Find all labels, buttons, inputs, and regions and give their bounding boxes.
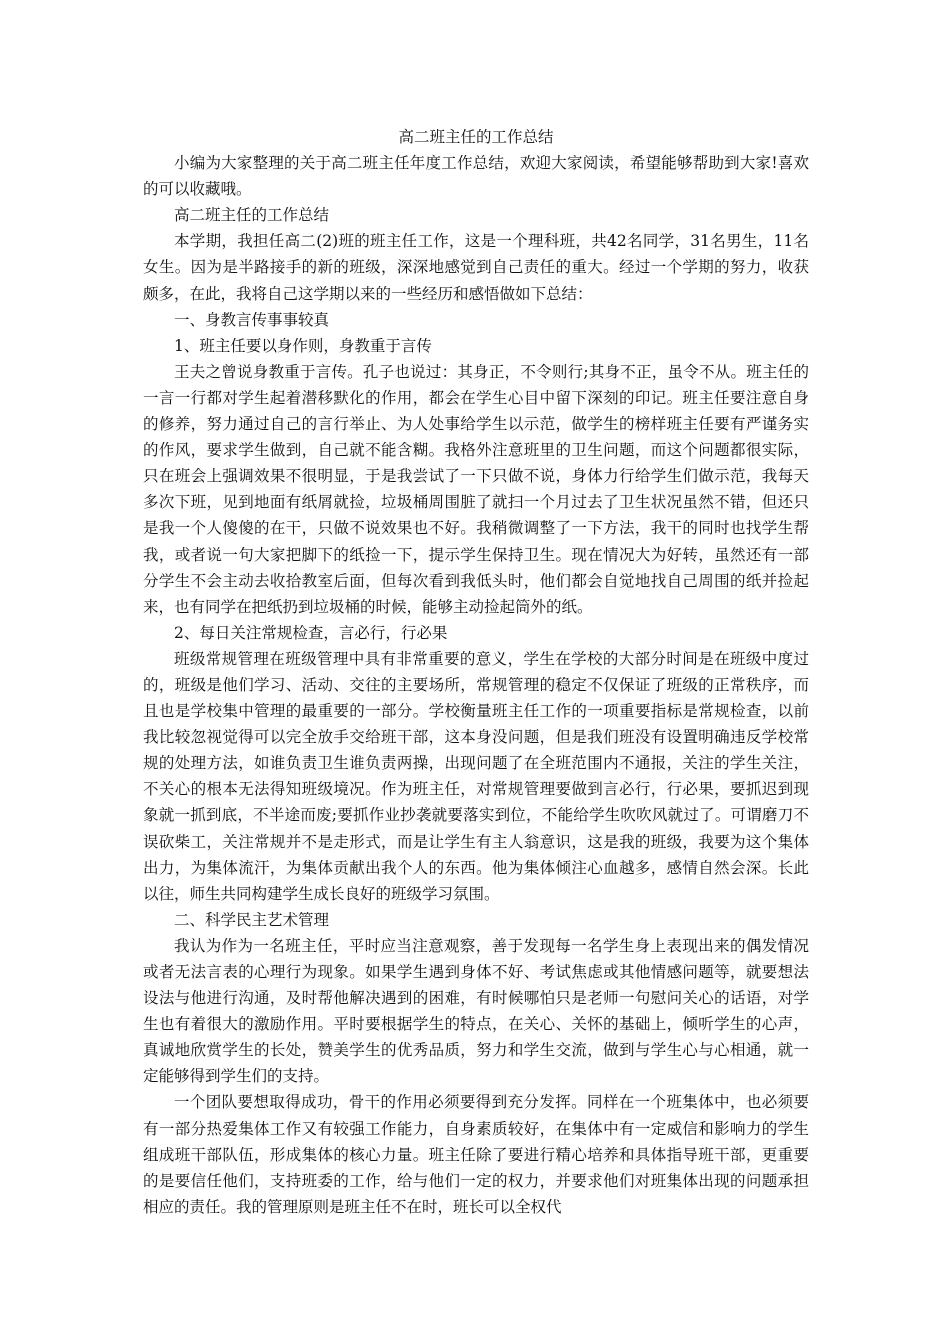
body-paragraph: 班级常规管理在班级管理中具有非常重要的意义，学生在学校的大部分时间是在班级中度过的，班级是他们学习、活动、交往的主要场所，常规管理的稳定不仅保证了班级的正常秩序，而且也是学校集中管理的最重要的一部分。学校衡量班主任工作的一项重要指标是常规检查，以前我比较忽视觉得可以完全放手交给班干部，这本身没问题，但是我们班没有设置明确违反学校常规的处理方法，如谁负责卫生谁负责两操，出现问题了在全班范围内不通报，关注的学生关注，不关心的根本无法得知班级境况。作为班主任，对常规管理要做到言必行，行必果，要抓迟到现象就一抓到底，不半途而废;要抓作业抄袭就要落实到位，不能给学生吹吹风就过了。可谓磨刀不误砍柴工，关注常规并不是走形式，而是让学生有主人翁意识，这是我的班级，我要为这个集体出力，为集体流汗，为集体贡献出我个人的东西。他为集体倾注心血越多，感情自然会深。长此以往，师生共同构建学生成长良好的班级学习氛围。 <box>143 649 809 903</box>
subtitle-paragraph: 高二班主任的工作总结 <box>174 206 330 225</box>
document-title: 高二班主任的工作总结 <box>398 128 554 146</box>
section-heading-2: 二、科学民主艺术管理 <box>174 910 330 929</box>
intro-paragraph: 小编为大家整理的关于高二班主任年度工作总结，欢迎大家阅读，希望能够帮助到大家!喜欢的可以收藏哦。 <box>143 154 809 199</box>
subsection-heading-1-2: 2、每日关注常规检查，言必行，行必果 <box>174 623 448 642</box>
subsection-heading-1-1: 1、班主任要以身作则，身教重于言传 <box>174 336 432 355</box>
body-paragraph: 我认为作为一名班主任，平时应当注意观察，善于发现每一名学生身上表现出来的偶发情况或者无法言表的心理行为现象。如果学生遇到身体不好、考试焦虑或其他情感问题等，就要想法设法与他进行沟通，及时帮他解决遇到的困难，有时候哪怕只是老师一句慰问关心的话语，对学生也有着很大的激励作用。平时要根据学生的特点，在关心、关怀的基础上，倾听学生的心声，真诚地欣赏学生的长处，赞美学生的优秀品质，努力和学生交流，做到与学生心与心相通，就一定能够得到学生们的支持。 <box>143 936 809 1086</box>
body-paragraph: 王夫之曾说身教重于言传。孔子也说过：其身正，不令则行;其身不正，虽令不从。班主任的一言一行都对学生起着潜移默化的作用，都会在学生心目中留下深刻的印记。班主任要注意自身的修养，努力通过自己的言行举止、为人处事给学生以示范，做学生的榜样班主任要有严谨务实的作风，要求学生做到，自己就不能含糊。我格外注意班里的卫生问题，而这个问题都很实际，只在班会上强调效果不很明显，于是我尝试了一下只做不说，身体力行给学生们做示范，我每天多次下班，见到地面有纸屑就捡，垃圾桶周围脏了就扫一个月过去了卫生状况虽然不错，但还只是我一个人傻傻的在干，只做不说效果也不好。我稍微调整了一下方法，我干的同时也找学生帮我，或者说一句大家把脚下的纸捡一下，提示学生保持卫生。现在情况大为好转，虽然还有一部分学生不会主动去收拾教室后面，但每次看到我低头时，他们都会自觉地找自己周围的纸并捡起来，也有同学在把纸扔到垃圾桶的时候，能够主动捡起筒外的纸。 <box>143 362 809 616</box>
document-body <box>143 124 809 1220</box>
body-paragraph: 一个团队要想取得成功，骨干的作用必须要得到充分发挥。同样在一个班集体中，也必须要有一部分热爱集体工作又有较强工作能力，自身素质较好，在集体中有一定威信和影响力的学生组成班干部队伍，形成集体的核心力量。班主任除了要进行精心培养和具体指导班干部，更重要的是要信任他们，支持班委的工作，给与他们一定的权力，并要求他们对班集体出现的问题承担相应的责任。我的管理原则是班主任不在时，班长可以全权代 <box>143 1093 809 1216</box>
overview-paragraph: 本学期，我担任高二(2)班的班主任工作，这是一个理科班，共42名同学，31名男生，11名女生。因为是半路接手的新的班级，深深地感觉到自己责任的重大。经过一个学期的努力，收获颇多，在此，我将自己这学期以来的一些经历和感悟做如下总结： <box>143 232 809 303</box>
section-heading-1: 一、身教言传事事较真 <box>174 310 330 329</box>
